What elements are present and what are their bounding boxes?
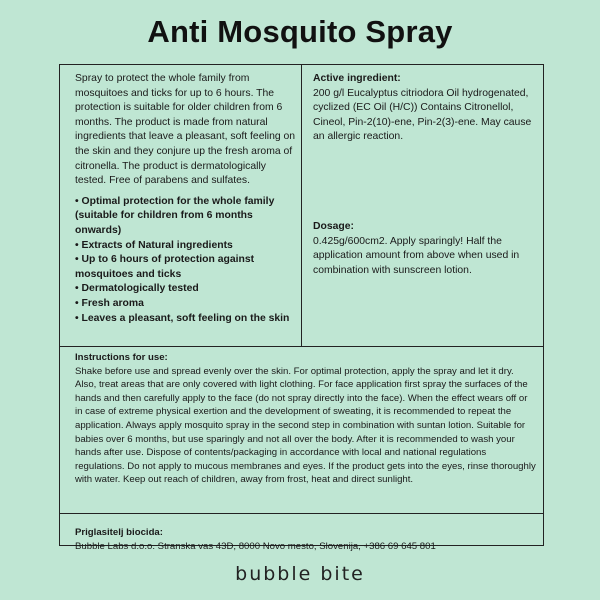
feature-item: • Optimal protection for the whole family (suitable for children from 6 months onwards) xyxy=(75,195,275,236)
biocide-holder-text: Bubble Labs d.o.o. Stranska vas 43D, 8000 Novo mesto, Slovenija, +386 69 645 801 xyxy=(75,540,436,552)
instructions-text: Shake before use and spread evenly over the skin. For optimal protection, apply the spray and let it dry. Also, treat areas that are only covered with light clothing. For face application first spray the surfaces of the hands and then carefully apply to the face (do not spray directly into the face). When the effect wears off or in case of extreme physical exertion and the development of sweating, it is recommended to repeat the application. Always apply mosquito spray in the second step in combination with suntan lotion. Suitable for babies over 6 months, but use sparingly and not all over the body. After it is recommended to wash your hands after use. Dispose of contents/packaging in accordance with local and national regulations regulations. Do not apply to mucous membranes and eyes. If the product gets into the eyes, rinse thoroughly with water. Keep out reach of children, away from frost, heat and direct sunlight. xyxy=(75,365,536,486)
biocide-holder-label: Priglasitelj biocida: xyxy=(75,527,163,538)
instructions-label: Instructions for use: xyxy=(75,352,168,363)
active-ingredient-text: 200 g/l Eucalyptus citriodora Oil hydrogenated, cyclized (EC Oil (H/C)) Contains Citronellol, Cineol, Pin-2(10)-ene, Pin-2(3)-ene. May cause an allergic reaction. xyxy=(313,87,532,143)
section-divider-top xyxy=(60,346,543,347)
instructions-section xyxy=(75,351,537,487)
dosage-label: Dosage: xyxy=(313,221,354,232)
product-description: Spray to protect the whole family from mosquitoes and ticks for up to 6 hours. The protection is suitable for older children from 6 months. The product is made from natural ingredients that leave a pleasant, soft feeling on the skin and they conjure up the fresh aroma of citronella. The product is dermatologically tested. Free of parabens and sulfates. xyxy=(75,73,296,187)
active-ingredient-label: Active ingredient: xyxy=(313,73,401,84)
feature-item: • Up to 6 hours of protection against mosquitoes and ticks xyxy=(75,254,255,280)
feature-item: • Leaves a pleasant, soft feeling on the skin xyxy=(75,312,290,324)
dosage-section xyxy=(313,220,538,278)
page-title: Anti Mosquito Spray xyxy=(147,14,453,49)
feature-list xyxy=(75,195,300,326)
section-divider-bottom xyxy=(60,513,543,514)
description-column xyxy=(75,72,300,326)
feature-item: • Dermatologically tested xyxy=(75,283,199,295)
dosage-text: 0.425g/600cm2. Apply sparingly! Half the application amount from above when used in combination with sunscreen lotion. xyxy=(313,235,520,276)
feature-item: • Extracts of Natural ingredients xyxy=(75,239,233,251)
column-divider xyxy=(301,65,302,346)
biocide-holder-section xyxy=(75,526,537,553)
label-box xyxy=(59,64,544,552)
feature-item: • Fresh aroma xyxy=(75,297,144,309)
ingredients-column xyxy=(313,72,538,276)
brand-logo: bubble bite xyxy=(235,563,365,585)
